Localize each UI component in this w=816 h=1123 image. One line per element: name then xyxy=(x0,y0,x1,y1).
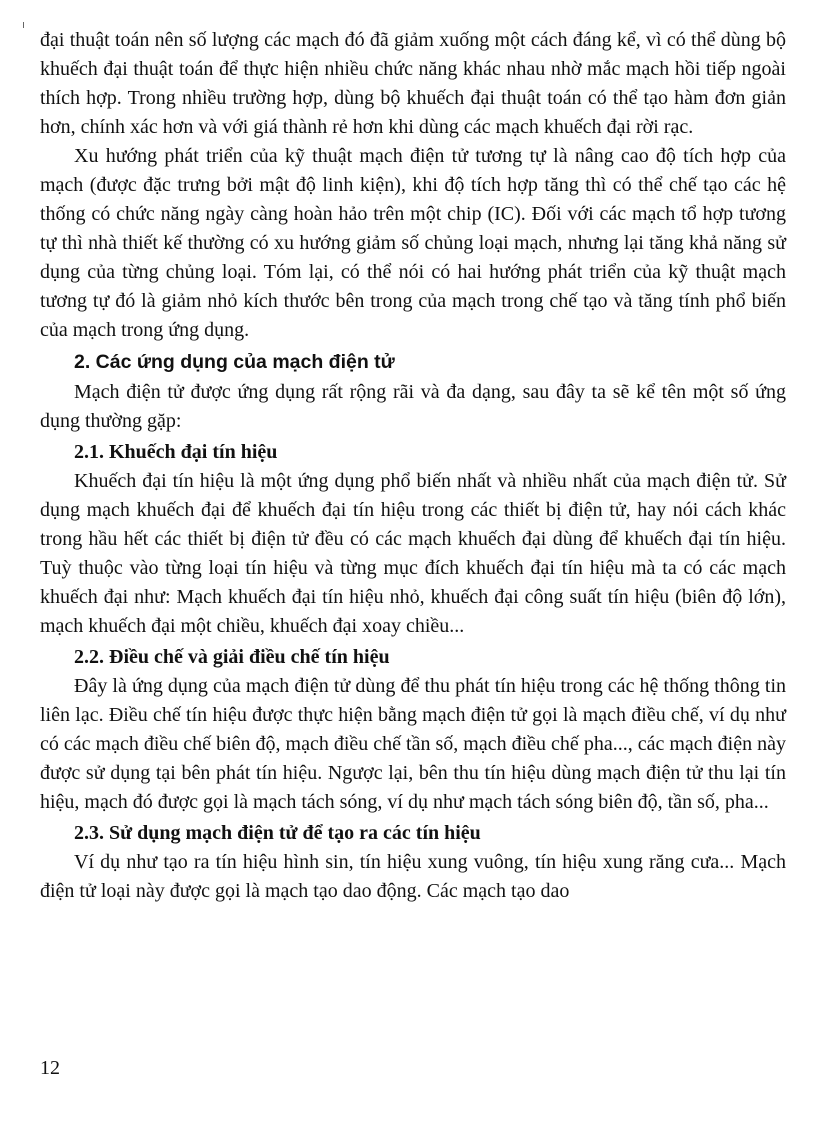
paragraph-trend: Xu hướng phát triển của kỹ thuật mạch điện tử tương tự là nâng cao độ tích hợp của mạch (được đặc trưng bởi mật độ linh kiện), khi độ tích hợp tăng thì có thể chế tạo các hệ thống có chức năng ngày càng hoàn hảo trên một chip (IC). Đối với các mạch tổ hợp tương tự thì nhà thiết kế thường có xu hướng giảm số chủng loại mạch, nhưng lại tăng khả năng sử dụng của từng chủng loại. Tóm lại, có thể nói có hai hướng phát triển của kỹ thuật mạch tương tự đó là giảm nhỏ kích thước bên trong của mạch trong chế tạo và tăng tính phổ biến của mạch trong ứng dụng. xyxy=(40,145,786,341)
section-heading-applications: 2. Các ứng dụng của mạch điện tử xyxy=(74,351,395,373)
subheading-signal-generation: 2.3. Sử dụng mạch điện tử để tạo ra các tín hiệu xyxy=(74,822,481,844)
subheading-modulation: 2.2. Điều chế và giải điều chế tín hiệu xyxy=(74,646,390,668)
page-body xyxy=(40,26,786,906)
paragraph-amplification: Khuếch đại tín hiệu là một ứng dụng phổ biến nhất và nhiều nhất của mạch điện tử. Sử dụng mạch khuếch đại để khuếch đại tín hiệu trong các thiết bị điện tử, hay nói cách khác trong hầu hết các thiết bị điện tử đều có các mạch khuếch đại dùng để khuếch đại tín hiệu. Tuỳ thuộc vào từng loại tín hiệu và từng mục đích khuếch đại tín hiệu mà ta có các mạch khuếch đại như: Mạch khuếch đại tín hiệu nhỏ, khuếch đại công suất tín hiệu (biên độ lớn), mạch khuếch đại một chiều, khuếch đại xoay chiều... xyxy=(40,470,786,637)
paragraph-signal-generation: Ví dụ như tạo ra tín hiệu hình sin, tín hiệu xung vuông, tín hiệu xung răng cưa... Mạch điện tử loại này được gọi là mạch tạo dao động. Các mạch tạo dao xyxy=(40,851,786,902)
paragraph-applications-intro: Mạch điện tử được ứng dụng rất rộng rãi và đa dạng, sau đây ta sẽ kể tên một số ứng dụng thường gặp: xyxy=(40,381,786,432)
paragraph-continued: đại thuật toán nên số lượng các mạch đó đã giảm xuống một cách đáng kể, vì có thể dùng bộ khuếch đại thuật toán để thực hiện nhiều chức năng khác nhau nhờ mắc mạch hồi tiếp ngoài thích hợp. Trong nhiều trường hợp, dùng bộ khuếch đại thuật toán có thể tạo hàm đơn giản hơn, chính xác hơn và với giá thành rẻ hơn khi dùng các mạch khuếch đại rời rạc. xyxy=(40,29,786,138)
paragraph-modulation: Đây là ứng dụng của mạch điện tử dùng để thu phát tín hiệu trong các hệ thống thông tin liên lạc. Điều chế tín hiệu được thực hiện bằng mạch điện tử gọi là mạch điều chế, ví dụ như có các mạch điều chế biên độ, mạch điều chế tần số, mạch điều chế pha..., các mạch điện này được sử dụng tại bên phát tín hiệu. Ngược lại, bên thu tín hiệu dùng mạch điện tử thu lại tín hiệu, mạch đó được gọi là mạch tách sóng, ví dụ như mạch tách sóng biên độ, tần số, pha... xyxy=(40,675,786,813)
scan-mark xyxy=(23,22,24,28)
page-number: 12 xyxy=(40,1057,60,1079)
subheading-amplification: 2.1. Khuếch đại tín hiệu xyxy=(74,441,278,463)
